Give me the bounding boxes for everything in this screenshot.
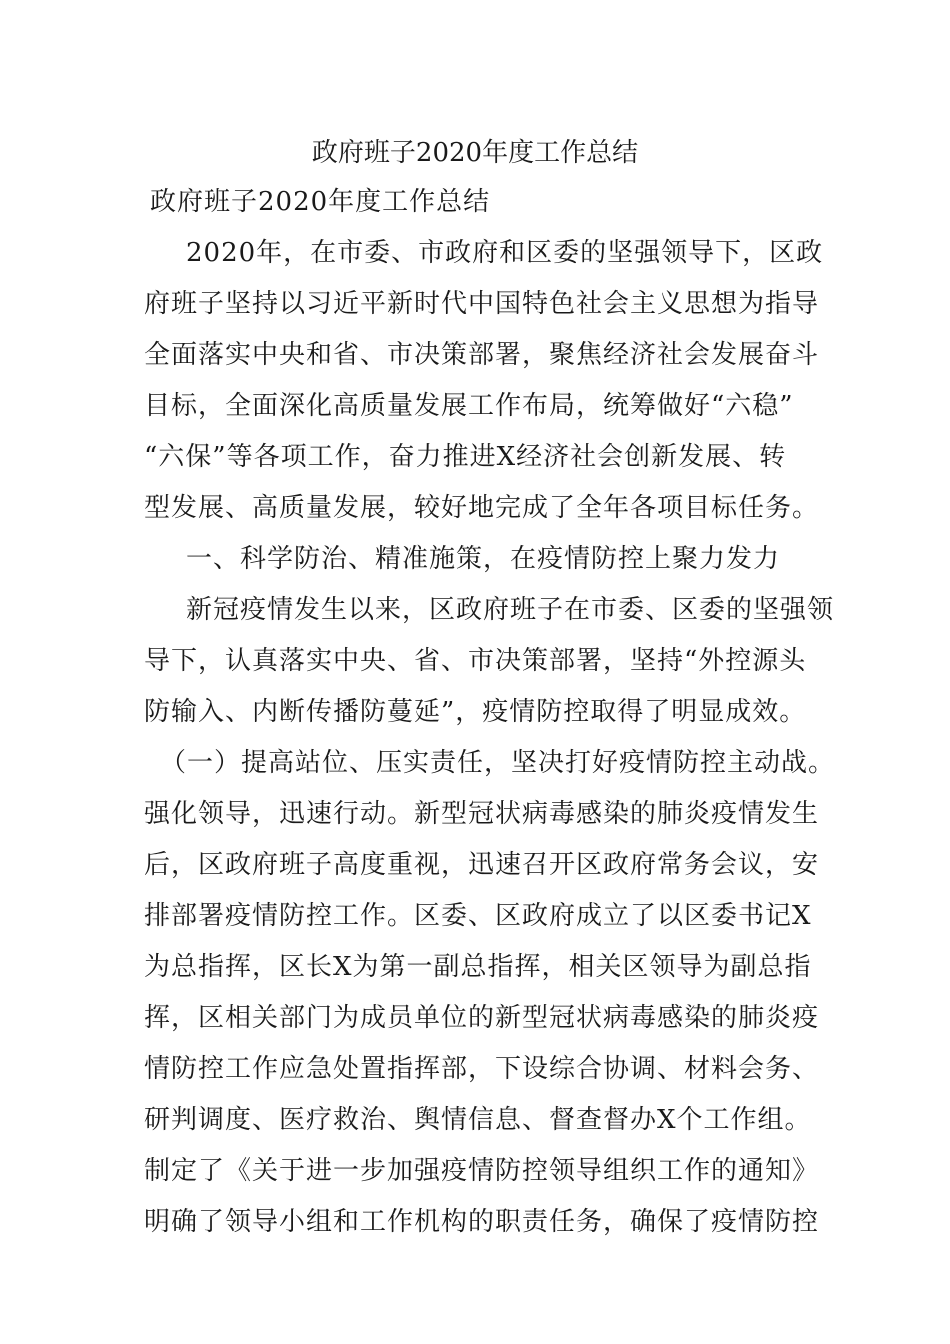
paragraph-line: “六保”等各项工作，奋力推进X经济社会创新发展、转	[144, 442, 787, 472]
subsection-heading: （一）提高站位、压实责任，坚决打好疫情防控主动战。	[160, 748, 836, 778]
paragraph-line: 导下，认真落实中央、省、市决策部署，坚持“外控源头	[144, 646, 807, 676]
paragraph-line: 挥，区相关部门为成员单位的新型冠状病毒感染的肺炎疫	[144, 1003, 820, 1033]
paragraph-line: 研判调度、医疗救治、舆情信息、督查督办X个工作组。	[144, 1105, 812, 1135]
paragraph-line: 强化领导，迅速行动。新型冠状病毒感染的肺炎疫情发生	[144, 799, 820, 829]
paragraph-line: 新冠疫情发生以来，区政府班子在市委、区委的坚强领	[186, 595, 835, 625]
paragraph-line: 目标，全面深化高质量发展工作布局，统筹做好“六稳”	[144, 391, 794, 421]
paragraph-line: 情防控工作应急处置指挥部，下设综合协调、材料会务、	[144, 1054, 820, 1084]
section-heading: 一、科学防治、精准施策，在疫情防控上聚力发力	[186, 544, 781, 574]
paragraph-line: 后，区政府班子高度重视，迅速召开区政府常务会议，安	[144, 850, 820, 880]
document-subtitle: 政府班子2020年度工作总结	[150, 187, 491, 217]
paragraph-line: 型发展、高质量发展，较好地完成了全年各项目标任务。	[144, 493, 820, 523]
paragraph-line: 明确了领导小组和工作机构的职责任务，确保了疫情防控	[144, 1207, 820, 1237]
paragraph-line: 2020年，在市委、市政府和区委的坚强领导下，区政	[186, 238, 824, 268]
paragraph-line: 制定了《关于进一步加强疫情防控领导组织工作的通知》	[144, 1156, 820, 1186]
paragraph-line: 防输入、内断传播防蔓延”，疫情防控取得了明显成效。	[144, 697, 807, 727]
paragraph-line: 府班子坚持以习近平新时代中国特色社会主义思想为指导	[144, 289, 820, 319]
document-title: 政府班子2020年度工作总结	[311, 138, 639, 168]
paragraph-line: 排部署疫情防控工作。区委、区政府成立了以区委书记X	[144, 901, 812, 931]
paragraph-line: 全面落实中央和省、市决策部署，聚焦经济社会发展奋斗	[144, 340, 820, 370]
paragraph-line: 为总指挥，区长X为第一副总指挥，相关区领导为副总指	[144, 952, 812, 982]
